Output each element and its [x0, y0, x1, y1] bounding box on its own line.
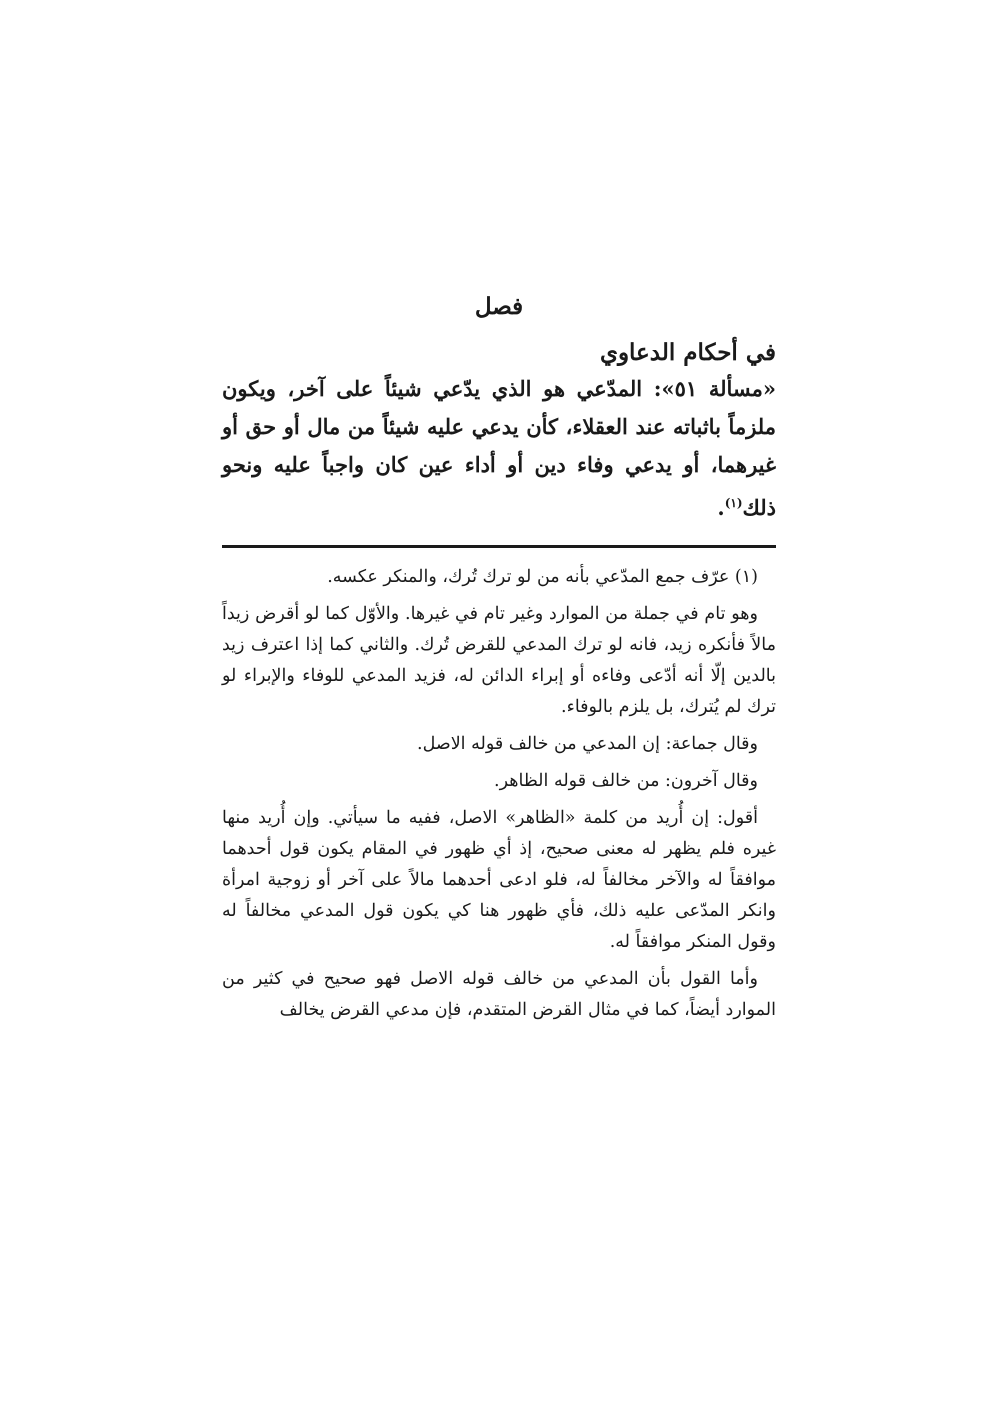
main-paragraph-text: «مسألة ٥١»: المدّعي هو الذي يدّعي شيئاً على آخر، ويكون ملزماً باثباته عند العقلاء، كأن يدعي عليه شيئاً من مال أو حق أو غيرهما، أو يدعي وفاء دين أو أداء عين كان واجباً عليه ونحو ذلك [222, 376, 776, 520]
main-paragraph-end: . [717, 495, 725, 520]
footnote-paragraph-1: (١) عرّف جمع المدّعي بأنه من لو ترك تُرك، والمنكر عكسه. [327, 567, 758, 587]
footnote-paragraph-6: وأما القول بأن المدعي من خالف قوله الاصل فهو صحيح في كثير من الموارد أيضاً، كما في مثال القرض المتقدم، فإن مدعي القرض يخالف [222, 969, 776, 1020]
section-subtitle: في أحكام الدعاوي [599, 339, 776, 366]
footnote-paragraph-4: وقال آخرون: من خالف قوله الظاهر. [494, 771, 758, 791]
section-title: فصل [474, 293, 524, 320]
footnote-divider [222, 545, 776, 548]
document-page [222, 290, 776, 1032]
footnote-paragraph-2: وهو تام في جملة من الموارد وغير تام في غيرها. والأوّل كما لو أقرض زيداً مالاً فأنكره زيد، فانه لو ترك المدعي للقرض تُرك. والثاني كما إذا اعترف زيد بالدين إلّا أنه أدّعى وفاءه أو إبراء الدائن له، فزيد المدعي للوفاء والإبراء لو ترك لم يُترك، بل يلزم بالوفاء. [222, 604, 776, 717]
main-paragraph [222, 370, 776, 527]
footnote-paragraph-3: وقال جماعة: إن المدعي من خالف قوله الاصل. [417, 734, 758, 754]
footnote-reference[interactable]: (١) [724, 496, 743, 510]
footnote-paragraph-5: أقول: إن أُريد من كلمة «الظاهر» الاصل، ففيه ما سيأتي. وإن أُريد منها غيره فلم يظهر له معنى صحيح، إذ أي ظهور في المقام يكون قول أحدهما موافقاً له والآخر مخالفاً له، فلو ادعى أحدهما مالاً على آخر أو زوجية امرأة وانكر المدّعى عليه ذلك، فأي ظهور هنا كي يكون قول المدعي مخالفاً له وقول المنكر موافقاً له. [222, 808, 776, 952]
